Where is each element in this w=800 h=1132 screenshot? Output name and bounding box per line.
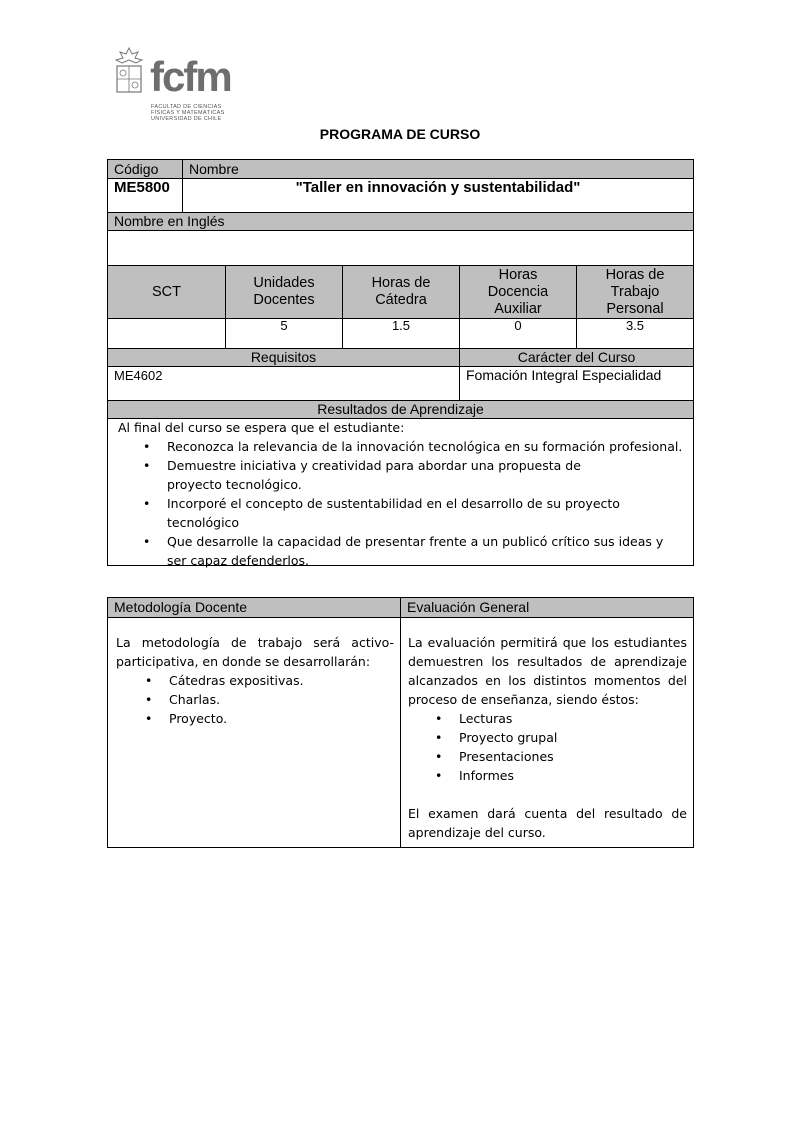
list-item: • Proyecto. xyxy=(114,709,394,728)
methodology-intro: La metodología de trabajo será activo-participativa, en donde se desarrollarán: xyxy=(116,635,394,669)
list-item: • Proyecto grupal xyxy=(404,728,687,747)
list-item: • Demuestre iniciativa y creatividad para abordar una propuesta de proyecto tecnológico. xyxy=(112,456,688,494)
english-name-label: Nombre en Inglés xyxy=(114,213,225,229)
hours-header-sct: SCT xyxy=(152,284,181,300)
list-item: • Charlas. xyxy=(114,690,394,709)
list-item: • Cátedras expositivas. xyxy=(114,671,394,690)
outcomes-label: Resultados de Aprendizaje xyxy=(317,401,484,417)
name-label: Nombre xyxy=(189,161,239,177)
requirements-value: ME4602 xyxy=(114,368,163,383)
list-item: • Incorporé el concepto de sustentabilidad en el desarrollo de su proyecto tecnológico xyxy=(112,494,688,532)
code-label: Código xyxy=(114,161,159,177)
list-item: • Que desarrolle la capacidad de presentar frente a un publicó crítico sus ideas y ser capaz defenderlos. xyxy=(112,532,688,570)
evaluation-label: Evaluación General xyxy=(407,599,530,615)
outcomes-body xyxy=(118,418,688,570)
character-label: Carácter del Curso xyxy=(517,349,636,365)
character-value: Fomación Integral Especialidad xyxy=(466,367,662,383)
outcomes-intro: Al final del curso se espera que el estudiante: xyxy=(118,420,405,435)
hours-value-auxiliary: 0 xyxy=(514,318,522,333)
course-name: "Taller en innovación y sustentabilidad" xyxy=(295,179,581,196)
page-title: PROGRAMA DE CURSO xyxy=(319,126,481,142)
methodology-evaluation-table xyxy=(107,597,694,848)
methodology-body xyxy=(116,633,394,728)
requirements-label: Requisitos xyxy=(250,349,317,365)
hours-value-units: 5 xyxy=(280,318,288,333)
logo-wordmark: fcfm xyxy=(150,53,231,100)
hours-header-auxiliary: Horas Docencia Auxiliar xyxy=(487,266,549,317)
methodology-label: Metodología Docente xyxy=(114,599,248,615)
university-crest-icon xyxy=(112,46,146,98)
hours-value-personal: 3.5 xyxy=(625,318,645,333)
evaluation-intro: La evaluación permitirá que los estudiantes demuestren los resultados de aprendizaje alcanzados en los distintos momentos del proceso de enseñanza, siendo éstos: xyxy=(408,635,687,707)
evaluation-body xyxy=(408,633,687,842)
list-item: • Presentaciones xyxy=(404,747,687,766)
evaluation-closing: El examen dará cuenta del resultado de aprendizaje del curso. xyxy=(408,806,687,840)
hours-header-units: Unidades Docentes xyxy=(253,275,315,308)
list-item: • Informes xyxy=(404,766,687,785)
logo-subtitle: FACULTAD DE CIENCIAS FÍSICAS Y MATEMÁTICAS UNIVERSIDAD DE CHILE xyxy=(151,104,225,122)
hours-value-lecture: 1.5 xyxy=(391,318,411,333)
course-info-table xyxy=(107,159,694,566)
list-item: • Reconozca la relevancia de la innovación tecnológica en su formación profesional. xyxy=(112,437,688,456)
list-item: • Lecturas xyxy=(404,709,687,728)
fcfm-logo xyxy=(112,46,242,128)
course-code: ME5800 xyxy=(114,179,170,196)
hours-header-lecture: Horas de Cátedra xyxy=(371,275,431,308)
hours-header-personal: Horas de Trabajo Personal xyxy=(605,266,665,317)
